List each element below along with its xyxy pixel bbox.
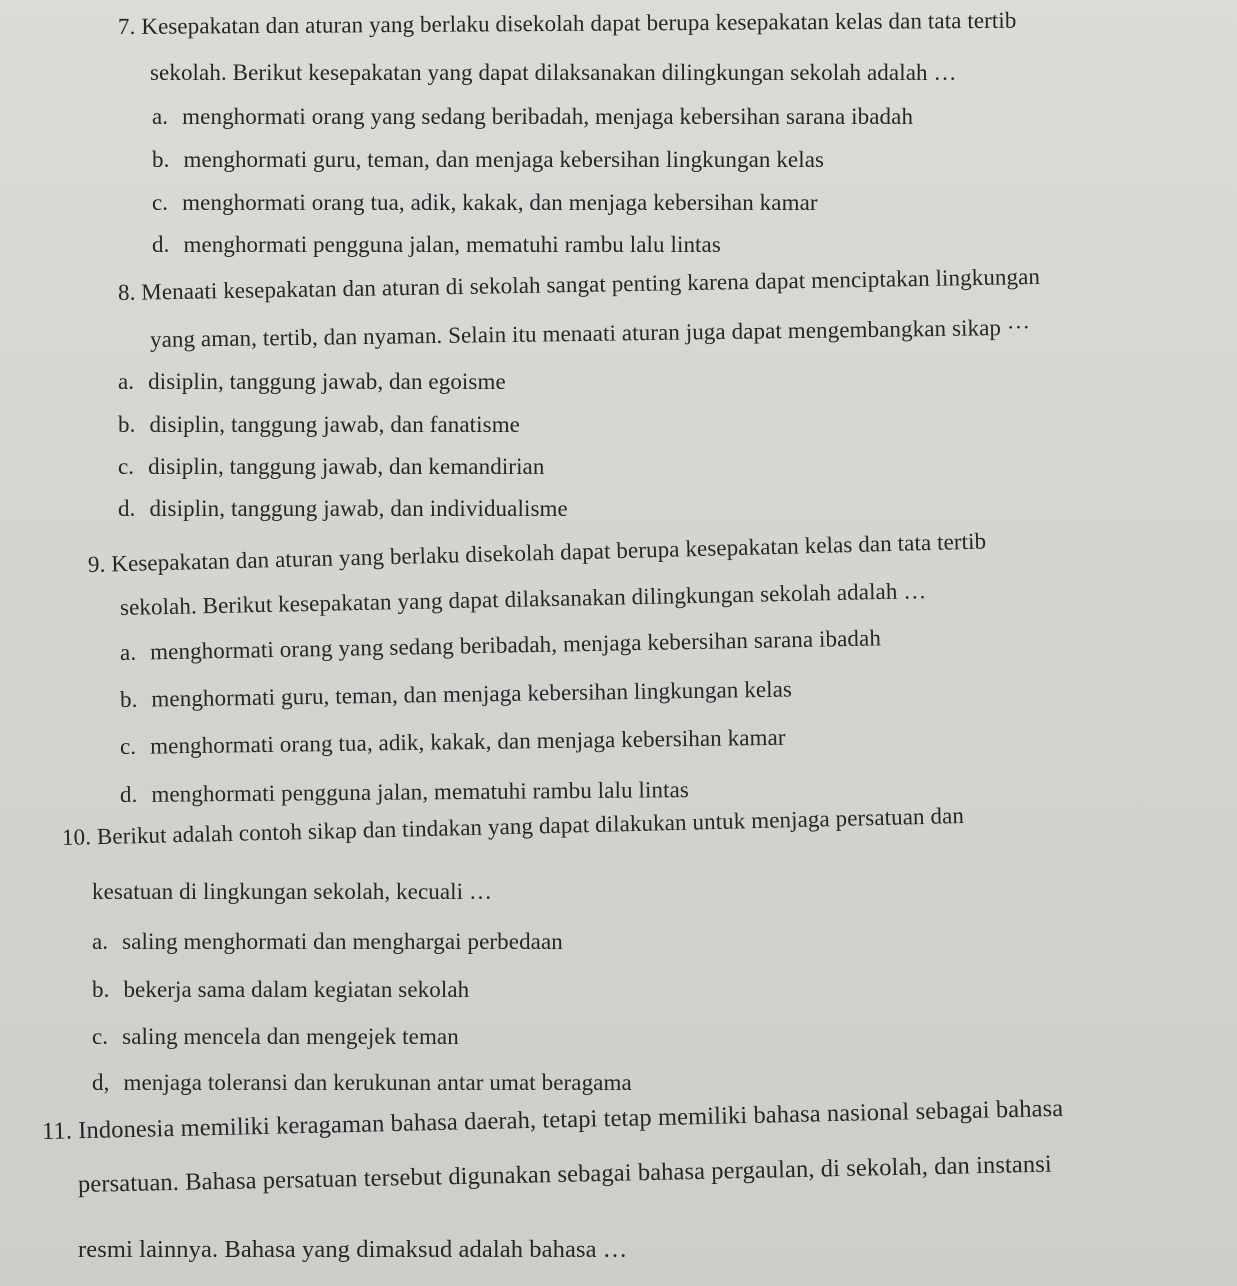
option-letter: a. [119, 639, 137, 665]
option-letter: b. [118, 412, 136, 437]
question-number: 9. [87, 551, 106, 577]
option-letter: d. [152, 232, 170, 257]
question-9-stem-line-1 [88, 526, 987, 580]
question-7-option-b [152, 145, 824, 175]
question-9-option-a [120, 623, 881, 668]
question-9-option-c [120, 723, 786, 762]
question-number: 8. [117, 279, 136, 305]
question-7-stem-line-2 [150, 58, 957, 88]
option-text: menghormati orang yang sedang beribadah, menjaga kebersihan sarana ibadah [182, 104, 914, 129]
question-7-option-c [152, 188, 818, 218]
option-text: bekerja sama dalam kegiatan sekolah [123, 977, 470, 1002]
option-text: disiplin, tanggung jawab, dan fanatisme [149, 412, 520, 437]
question-11-stem-line-3 [78, 1235, 627, 1265]
question-8-option-a [118, 367, 506, 397]
question-text: Kesepakatan dan aturan yang berlaku disekolah dapat berupa kesepakatan kelas dan tata tertib [141, 7, 1017, 39]
option-letter: d. [118, 496, 136, 521]
option-text: menghormati pengguna jalan, mematuhi rambu lalu lintas [151, 777, 690, 807]
option-letter: a. [152, 104, 169, 129]
option-letter: c. [119, 733, 137, 759]
question-text: sekolah. Berikut kesepakatan yang dapat dilaksanakan dilingkungan sekolah adalah … [150, 60, 957, 85]
option-text: disiplin, tanggung jawab, dan kemandirian [148, 454, 545, 479]
question-text: kesatuan di lingkungan sekolah, kecuali … [92, 879, 493, 904]
question-7-stem-line-1 [118, 5, 1180, 42]
question-8-option-b [118, 410, 520, 440]
question-10-option-c [92, 1022, 459, 1052]
question-number: 7. [117, 13, 136, 39]
option-text: saling mencela dan mengejek teman [122, 1024, 459, 1049]
question-text: Indonesia memiliki keragaman bahasa daerah, tetapi tetap memiliki bahasa nasional sebagai bahasa [77, 1094, 1064, 1145]
option-letter: c. [92, 1024, 109, 1049]
question-8-stem-line-1 [118, 262, 1041, 308]
option-letter: c. [152, 190, 169, 215]
question-10-stem-line-2 [92, 877, 492, 907]
option-text: menghormati guru, teman, dan menjaga kebersihan lingkungan kelas [183, 147, 825, 172]
option-text: menghormati orang tua, adik, kakak, dan menjaga kebersihan kamar [182, 190, 818, 215]
option-letter: a. [118, 369, 135, 394]
option-letter: b. [152, 147, 170, 172]
question-11-stem-line-2 [78, 1150, 1052, 1200]
question-8-option-c [118, 452, 544, 482]
question-text: resmi lainnya. Bahasa yang dimaksud adalah bahasa … [78, 1236, 628, 1263]
question-10-option-d [92, 1068, 632, 1098]
option-letter: c. [118, 454, 135, 479]
question-11-stem-line-1 [42, 1094, 1064, 1147]
question-8-stem-line-2 [150, 313, 1031, 355]
option-text: menghormati guru, teman, dan menjaga kebersihan lingkungan kelas [151, 676, 793, 712]
question-9-option-d [120, 775, 689, 810]
question-text: Berikut adalah contoh sikap dan tindakan yang dapat dilakukan untuk menjaga persatuan dan [96, 802, 965, 850]
option-text: menghormati pengguna jalan, mematuhi rambu lalu lintas [183, 232, 721, 257]
option-text: disiplin, tanggung jawab, dan individualisme [149, 496, 568, 521]
question-7-option-d [152, 230, 721, 260]
question-number: 11. [41, 1117, 73, 1145]
option-letter: b. [119, 686, 138, 712]
question-8-option-d [118, 494, 568, 524]
question-text: sekolah. Berikut kesepakatan yang dapat dilaksanakan dilingkungan sekolah adalah … [119, 578, 927, 620]
question-text: Kesepakatan dan aturan yang berlaku disekolah dapat berupa kesepakatan kelas dan tata tertib [110, 528, 987, 577]
question-10-option-b [92, 975, 469, 1005]
option-text: menghormati orang tua, adik, kakak, dan menjaga kebersihan kamar [149, 724, 786, 759]
question-7-option-a [152, 102, 913, 132]
option-letter: d. [119, 781, 138, 807]
option-text: menghormati orang yang sedang beribadah, menjaga kebersihan sarana ibadah [149, 625, 882, 665]
question-number: 10. [61, 824, 92, 850]
question-text: persatuan. Bahasa persatuan tersebut digunakan sebagai bahasa pergaulan, di sekolah, dan instansi [77, 1150, 1053, 1198]
option-text: menjaga toleransi dan kerukunan antar umat beragama [123, 1070, 632, 1095]
question-text: yang aman, tertib, dan nyaman. Selain itu menaati aturan juga dapat mengembangkan sikap ··· [149, 314, 1031, 352]
question-text: Menaati kesepakatan dan aturan di sekolah sangat penting karena dapat menciptakan lingkungan [141, 263, 1041, 305]
option-letter: d, [92, 1070, 110, 1095]
question-9-option-b [120, 674, 792, 715]
question-9-stem-line-2 [120, 576, 927, 623]
option-letter: a. [92, 929, 109, 954]
option-letter: b. [92, 977, 110, 1002]
option-text: saling menghormati dan menghargai perbedaan [122, 929, 563, 954]
option-text: disiplin, tanggung jawab, dan egoisme [148, 369, 506, 394]
question-10-option-a [92, 927, 563, 957]
